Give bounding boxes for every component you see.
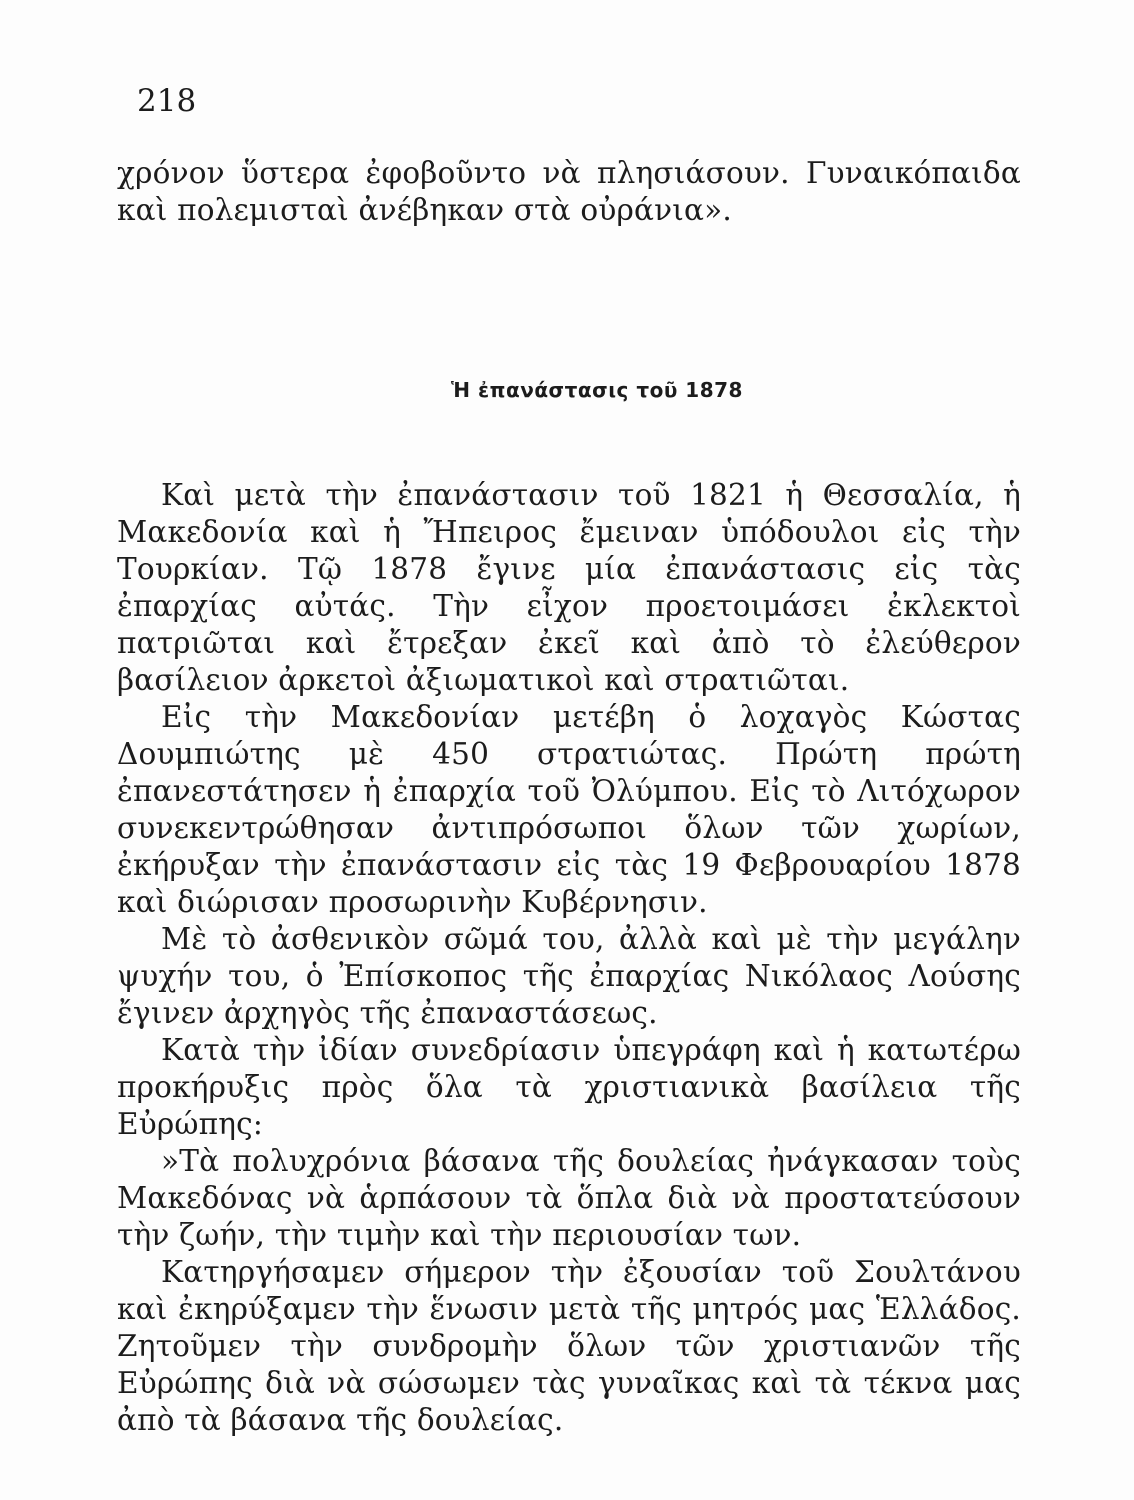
paragraph: Κατηργήσαμεν σήμερον τὴν ἐξουσίαν τοῦ Σουλτάνου καὶ ἐκηρύξαμεν τὴν ἕνωσιν μετὰ τῆς μητρός μας Ἑλλάδος. Ζητοῦμεν τὴν συνδρομὴν ὅλων τῶν χριστιανῶν τῆς Εὐρώπης διὰ νὰ σώσωμεν τὰς γυναῖκας καὶ τὰ τέκνα μας ἀπὸ τὰ βάσανα τῆς δουλείας. (117, 1255, 1021, 1437)
section-heading (0, 377, 1134, 403)
paragraph: Μὲ τὸ ἀσθενικὸν σῶμά του, ἀλλὰ καὶ μὲ τὴν μεγάλην ψυχήν του, ὁ Ἐπίσκοπος τῆς ἐπαρχίας Νικόλαος Λούσης ἔγινεν ἀρχηγὸς τῆς ἐπαναστάσεως. (117, 922, 1021, 1030)
intro-paragraph: χρόνον ὕστερα ἐφοβοῦντο νὰ πλησιάσουν. Γυναικόπαιδα καὶ πολεμισταὶ ἀνέβηκαν στὰ οὐράνια». (117, 156, 1021, 227)
paragraph: Εἰς τὴν Μακεδονίαν μετέβη ὁ λοχαγὸς Κώστας Δουμπιώτης μὲ 450 στρατιώτας. Πρώτη πρώτη ἐπανεστάτησεν ἡ ἐπαρχία τοῦ Ὀλύμπου. Εἰς τὸ Λιτόχωρον συνεκεντρώθησαν ἀντιπρόσωποι ὅλων τῶν χωρίων, ἐκήρυξαν τὴν ἐπανάστασιν εἰς τὰς 19 Φεβρουαρίου 1878 καὶ διώρισαν προσωρινὴν Κυβέρνησιν. (117, 700, 1021, 919)
paragraph: Καὶ μετὰ τὴν ἐπανάστασιν τοῦ 1821 ἡ Θεσσαλία, ἡ Μακεδονία καὶ ἡ Ἤπειρος ἔμειναν ὑπόδουλοι εἰς τὴν Τουρκίαν. Τῷ 1878 ἔγινε μία ἐπανάστασις εἰς τὰς ἐπαρχίας αὐτάς. Τὴν εἶχον προετοιμάσει ἐκλεκτοὶ πατριῶται καὶ ἔτρεξαν ἐκεῖ καὶ ἀπὸ τὸ ἐλεύθερον βασίλειον ἀρκετοὶ ἀξιωματικοὶ καὶ στρατιῶται. (117, 478, 1021, 697)
page-number: 218 (137, 83, 197, 119)
section-heading-text: Ἡ ἐπανάστασις τοῦ 1878 (451, 378, 743, 402)
paragraph: »Τὰ πολυχρόνια βάσανα τῆς δουλείας ἠνάγκασαν τοὺς Μακεδόνας νὰ ἁρπάσουν τὰ ὅπλα διὰ νὰ προστατεύσουν τὴν ζωήν, τὴν τιμὴν καὶ τὴν περιουσίαν των. (117, 1144, 1021, 1252)
intro-text (117, 155, 1021, 229)
paragraph: Κατὰ τὴν ἰδίαν συνεδρίασιν ὑπεγράφη καὶ ἡ κατωτέρω προκήρυξις πρὸς ὅλα τὰ χριστιανικὰ βασίλεια τῆς Εὐρώπης: (117, 1033, 1021, 1141)
main-text (117, 477, 1021, 1439)
